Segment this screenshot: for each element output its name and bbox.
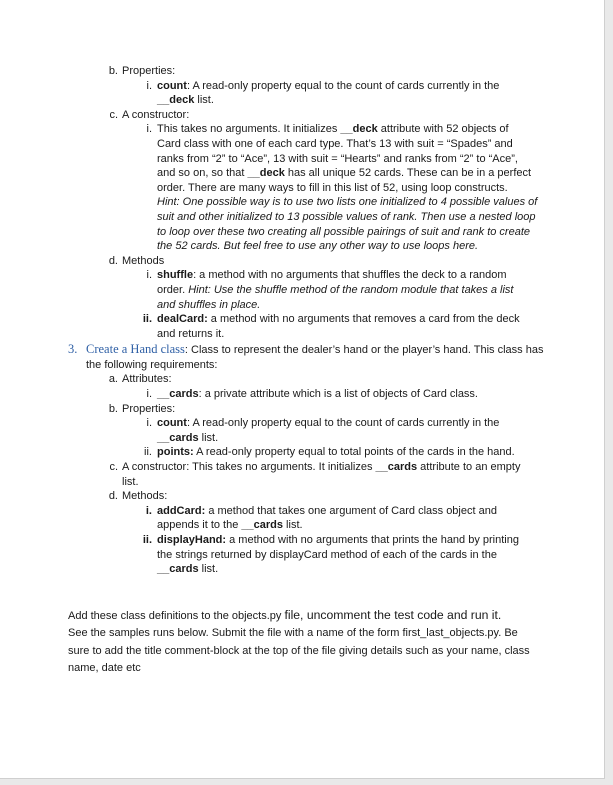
list-text: Methods (122, 254, 165, 267)
list-item (68, 79, 538, 94)
list-continuation: list. (122, 475, 139, 488)
list-continuation: appends it to the __cards list. (157, 519, 303, 532)
paragraph-line: Add these class definitions to the objects.py file, uncomment the test code and run it. (68, 607, 502, 622)
term: __cards (157, 388, 199, 401)
list-item (68, 372, 538, 387)
list-marker: i. (146, 417, 152, 430)
paragraph-line: name, date etc (68, 662, 141, 675)
list-item: i. __cards: a private attribute which is a list of objects of Card class. (68, 387, 538, 402)
list-item (68, 108, 538, 123)
list-continuation: __cards list. (157, 563, 219, 576)
list-item (68, 402, 538, 417)
paragraph-line: See the samples runs below. Submit the file with a name of the form first_last_objects.py. Be (68, 627, 518, 640)
list-text: : A read-only property equal to the count of cards currently in the (186, 79, 500, 92)
list-continuation: __cards list. (157, 431, 219, 444)
list-item: c. A constructor: This takes no arguments. It initializes __cards attribute to an empty (68, 460, 538, 475)
section-heading-line: 3. Create a Hand class: Class to represent the dealer’s hand or the player’s hand. This class has (68, 342, 544, 357)
instructions-paragraph (68, 607, 538, 678)
list-marker: d. (108, 254, 118, 267)
term: __cards (375, 461, 418, 474)
list-marker: i. (145, 504, 152, 517)
list-item: i. This takes no arguments. It initializes __deck attribute with 52 objects of (68, 122, 538, 137)
list-text: A constructor: (122, 108, 190, 121)
list-marker: i. (146, 123, 152, 136)
list-text: Attributes: (122, 373, 172, 386)
list-item: ii. points: A read-only property equal to total points of the cards in the hand. (68, 445, 538, 460)
list-marker: ii. (144, 446, 152, 459)
list-marker: b. (108, 65, 118, 77)
term: shuffle (157, 269, 194, 282)
list-text: Properties: (122, 65, 176, 77)
list-continuation: ranks from “2” to “Ace”, 13 with suit = “Hearts” and ranks from “2” to “Ace”, (157, 152, 518, 165)
term: __deck (247, 167, 285, 180)
term: count (157, 79, 187, 92)
list-marker: c. (109, 108, 118, 121)
hint-text: Hint: One possible way is to use two lists one initialized to 4 possible values of (157, 196, 538, 209)
list-marker: ii. (142, 534, 152, 546)
list-text: Properties: (122, 402, 176, 415)
list-continuation: the strings returned by displayCard method of each of the cards in the (157, 548, 497, 561)
list-continuation: __deck list. (157, 94, 214, 107)
list-continuation: order. There are many ways to fill in this list of 52, using loop constructs. (157, 181, 508, 194)
list-item: i. shuffle: a method with no arguments that shuffles the deck to a random (68, 268, 538, 283)
list-item: ii. dealCard: a method with no arguments that removes a card from the deck (68, 312, 538, 327)
list-continuation: Card class with one of each card type. That’s 13 with suit = “Spades” and (157, 137, 513, 150)
list-continuation: and returns it. (157, 327, 225, 340)
paragraph-line: sure to add the title comment-block at the top of the file giving details such as your name, class (68, 644, 530, 657)
list-marker: ii. (142, 313, 152, 326)
document-body (68, 64, 544, 678)
term: displayHand: (157, 534, 227, 546)
term: __cards (241, 519, 283, 532)
list-marker: i. (146, 79, 152, 92)
term: __cards (157, 431, 199, 444)
list-item (68, 64, 538, 79)
hint-text: the 52 cards. But feel free to use any other way to use loops here. (157, 240, 479, 253)
list-marker: b. (108, 402, 118, 415)
term: __deck (157, 94, 195, 107)
list-marker: a. (108, 373, 118, 386)
list-item (68, 489, 538, 504)
list-marker: i. (146, 269, 152, 282)
list-item (68, 254, 538, 269)
list-marker: d. (108, 490, 118, 503)
section-heading: Create a Hand class (86, 342, 185, 357)
hint-text: suit and other initialized to 13 possible values of rank. Then use a nested loop (157, 210, 536, 223)
list-item: i. count: A read-only property equal to the count of cards currently in the (68, 416, 538, 431)
list-item: i. addCard: a method that takes one argument of Card class object and (68, 504, 538, 519)
list-marker: i. (146, 388, 152, 401)
section-number: 3. (68, 342, 78, 357)
term: __cards (157, 563, 199, 576)
term: count (157, 417, 187, 430)
list-text: Methods: (122, 490, 168, 503)
hint-text: to loop over these two creating all possible pairings of suit and rank to create (157, 225, 530, 238)
term: addCard: (157, 504, 206, 517)
term: points: (157, 446, 194, 459)
list-continuation: order. Hint: Use the shuffle method of the random module that takes a list (157, 283, 514, 296)
section-text: the following requirements: (86, 358, 218, 371)
list-continuation: and so on, so that __deck has all unique 52 cards. These can be in a perfect (157, 167, 532, 180)
hint-text: Hint: Use the shuffle method of the random module that takes a list (188, 283, 514, 296)
list-marker: c. (109, 461, 118, 474)
term: dealCard: (157, 313, 208, 326)
term: __deck (340, 123, 378, 136)
list-item: ii. displayHand: a method with no arguments that prints the hand by printing (68, 533, 538, 548)
hint-text: and shuffles in place. (157, 298, 261, 311)
